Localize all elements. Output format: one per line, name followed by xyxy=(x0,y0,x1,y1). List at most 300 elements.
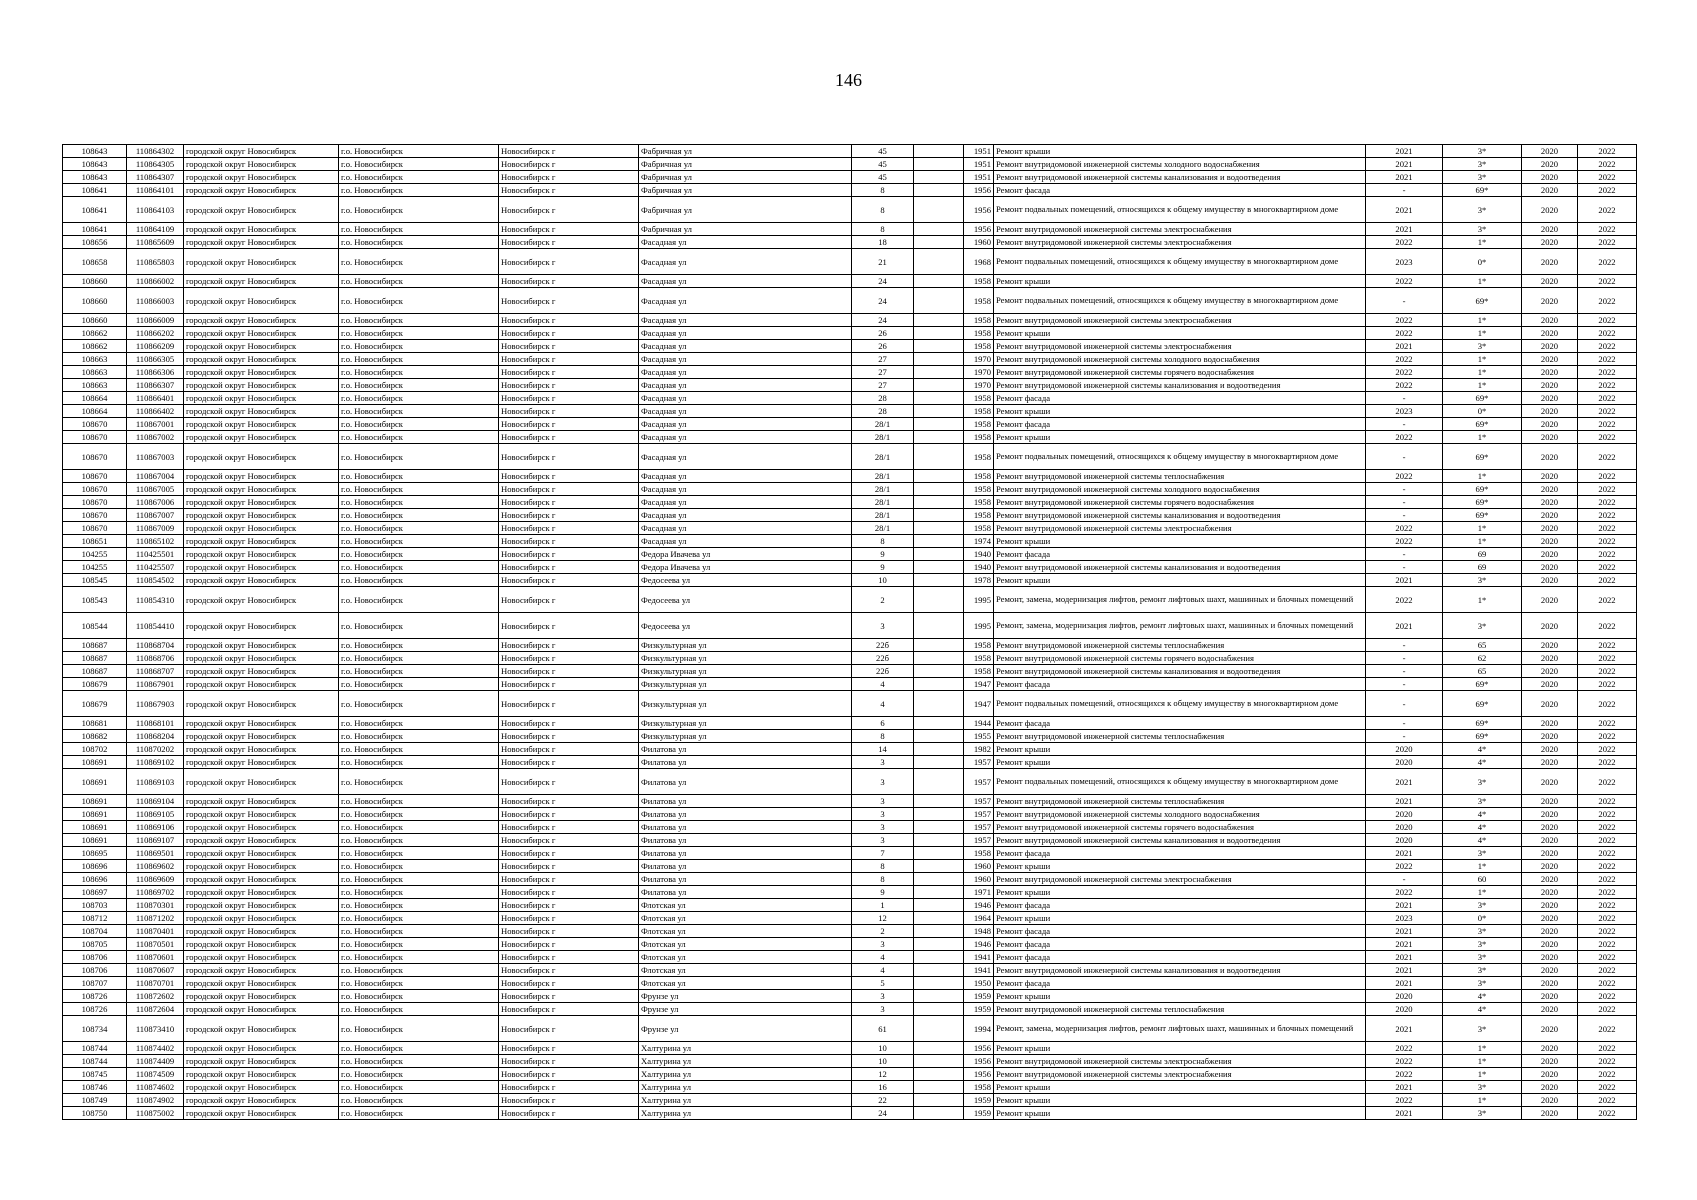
cell-municipality: городской округ Новосибирск xyxy=(184,509,339,522)
cell-building xyxy=(914,964,964,977)
cell-municipality: городской округ Новосибирск xyxy=(184,834,339,847)
cell-done-year: 2022 xyxy=(1366,860,1443,873)
cell-build-year: 1947 xyxy=(964,678,994,691)
cell-done-year: 2021 xyxy=(1366,223,1443,236)
cell-work-code: 110873410 xyxy=(127,1016,184,1042)
cell-house-id: 108670 xyxy=(63,483,127,496)
cell-district: г.о. Новосибирск xyxy=(339,418,499,431)
cell-priority: 69* xyxy=(1443,184,1522,197)
cell-plan-from: 2020 xyxy=(1522,977,1578,990)
cell-priority: 69* xyxy=(1443,288,1522,314)
cell-locality: Новосибирск г xyxy=(499,912,639,925)
cell-build-year: 1995 xyxy=(964,587,994,613)
cell-priority: 3* xyxy=(1443,1016,1522,1042)
cell-municipality: городской округ Новосибирск xyxy=(184,639,339,652)
cell-done-year: - xyxy=(1366,184,1443,197)
cell-work-code: 110867009 xyxy=(127,522,184,535)
registry-table xyxy=(62,144,1637,1120)
cell-build-year: 1946 xyxy=(964,938,994,951)
cell-done-year: 2021 xyxy=(1366,340,1443,353)
cell-plan-from: 2020 xyxy=(1522,483,1578,496)
cell-street: Фасадная ул xyxy=(639,288,852,314)
cell-building xyxy=(914,405,964,418)
cell-build-year: 1958 xyxy=(964,444,994,470)
table-row xyxy=(63,1081,1637,1094)
cell-district: г.о. Новосибирск xyxy=(339,171,499,184)
cell-work-type: Ремонт подвальных помещений, относящихся к общему имуществу в многоквартирном доме xyxy=(994,444,1366,470)
cell-house-id: 108670 xyxy=(63,522,127,535)
cell-work-code: 110867901 xyxy=(127,678,184,691)
cell-locality: Новосибирск г xyxy=(499,1003,639,1016)
cell-street: Флотская ул xyxy=(639,964,852,977)
cell-house-number: 28/1 xyxy=(852,509,914,522)
table-row xyxy=(63,444,1637,470)
cell-house-number: 9 xyxy=(852,548,914,561)
cell-building xyxy=(914,548,964,561)
cell-district: г.о. Новосибирск xyxy=(339,1055,499,1068)
cell-house-id: 108691 xyxy=(63,808,127,821)
cell-priority: 0* xyxy=(1443,249,1522,275)
cell-work-code: 110874602 xyxy=(127,1081,184,1094)
cell-locality: Новосибирск г xyxy=(499,1055,639,1068)
cell-street: Фасадная ул xyxy=(639,353,852,366)
cell-done-year: - xyxy=(1366,678,1443,691)
cell-done-year: 2020 xyxy=(1366,756,1443,769)
cell-work-code: 110870301 xyxy=(127,899,184,912)
cell-plan-to: 2022 xyxy=(1578,1081,1637,1094)
cell-done-year: 2021 xyxy=(1366,613,1443,639)
cell-work-type: Ремонт внутридомовой инженерной системы канализования и водоотведения xyxy=(994,379,1366,392)
cell-build-year: 1955 xyxy=(964,730,994,743)
cell-work-type: Ремонт фасада xyxy=(994,951,1366,964)
cell-plan-from: 2020 xyxy=(1522,730,1578,743)
cell-house-number: 4 xyxy=(852,678,914,691)
cell-municipality: городской округ Новосибирск xyxy=(184,951,339,964)
cell-build-year: 1982 xyxy=(964,743,994,756)
cell-district: г.о. Новосибирск xyxy=(339,275,499,288)
cell-work-code: 110868101 xyxy=(127,717,184,730)
cell-build-year: 1946 xyxy=(964,899,994,912)
cell-house-number: 22б xyxy=(852,652,914,665)
cell-priority: 69* xyxy=(1443,444,1522,470)
table-row xyxy=(63,275,1637,288)
cell-street: Фасадная ул xyxy=(639,405,852,418)
cell-plan-from: 2020 xyxy=(1522,223,1578,236)
cell-priority: 3* xyxy=(1443,795,1522,808)
cell-municipality: городской округ Новосибирск xyxy=(184,886,339,899)
cell-work-type: Ремонт внутридомовой инженерной системы горячего водоснабжения xyxy=(994,366,1366,379)
cell-building xyxy=(914,535,964,548)
cell-municipality: городской округ Новосибирск xyxy=(184,899,339,912)
cell-build-year: 1958 xyxy=(964,847,994,860)
cell-street: Фасадная ул xyxy=(639,249,852,275)
cell-municipality: городской округ Новосибирск xyxy=(184,223,339,236)
cell-building xyxy=(914,860,964,873)
cell-done-year: - xyxy=(1366,483,1443,496)
cell-plan-to: 2022 xyxy=(1578,951,1637,964)
cell-district: г.о. Новосибирск xyxy=(339,366,499,379)
cell-plan-to: 2022 xyxy=(1578,171,1637,184)
cell-municipality: городской округ Новосибирск xyxy=(184,158,339,171)
cell-street: Фабричная ул xyxy=(639,184,852,197)
cell-work-type: Ремонт крыши xyxy=(994,860,1366,873)
cell-plan-to: 2022 xyxy=(1578,353,1637,366)
cell-done-year: 2023 xyxy=(1366,249,1443,275)
cell-street: Фрунзе ул xyxy=(639,990,852,1003)
cell-house-id: 108660 xyxy=(63,314,127,327)
cell-done-year: 2021 xyxy=(1366,1016,1443,1042)
cell-done-year: 2021 xyxy=(1366,171,1443,184)
cell-municipality: городской округ Новосибирск xyxy=(184,821,339,834)
cell-work-code: 110866306 xyxy=(127,366,184,379)
cell-work-code: 110864109 xyxy=(127,223,184,236)
cell-plan-to: 2022 xyxy=(1578,444,1637,470)
cell-street: Федосеева ул xyxy=(639,613,852,639)
cell-locality: Новосибирск г xyxy=(499,444,639,470)
cell-work-type: Ремонт внутридомовой инженерной системы канализования и водоотведения xyxy=(994,561,1366,574)
cell-work-code: 110868707 xyxy=(127,665,184,678)
cell-house-number: 9 xyxy=(852,561,914,574)
cell-plan-to: 2022 xyxy=(1578,860,1637,873)
cell-priority: 1* xyxy=(1443,379,1522,392)
cell-work-type: Ремонт крыши xyxy=(994,1042,1366,1055)
table-row xyxy=(63,1107,1637,1120)
cell-house-number: 7 xyxy=(852,847,914,860)
cell-building xyxy=(914,587,964,613)
cell-building xyxy=(914,483,964,496)
cell-district: г.о. Новосибирск xyxy=(339,886,499,899)
cell-street: Фасадная ул xyxy=(639,366,852,379)
cell-work-code: 110864307 xyxy=(127,171,184,184)
cell-street: Физкультурная ул xyxy=(639,730,852,743)
cell-work-type: Ремонт внутридомовой инженерной системы электроснабжения xyxy=(994,340,1366,353)
cell-building xyxy=(914,678,964,691)
cell-locality: Новосибирск г xyxy=(499,808,639,821)
cell-house-number: 6 xyxy=(852,717,914,730)
cell-locality: Новосибирск г xyxy=(499,873,639,886)
cell-work-type: Ремонт внутридомовой инженерной системы теплоснабжения xyxy=(994,639,1366,652)
cell-district: г.о. Новосибирск xyxy=(339,769,499,795)
cell-building xyxy=(914,340,964,353)
cell-done-year: 2021 xyxy=(1366,158,1443,171)
cell-house-id: 108670 xyxy=(63,496,127,509)
cell-priority: 3* xyxy=(1443,197,1522,223)
cell-district: г.о. Новосибирск xyxy=(339,743,499,756)
cell-municipality: городской округ Новосибирск xyxy=(184,379,339,392)
cell-house-number: 1 xyxy=(852,899,914,912)
cell-plan-from: 2020 xyxy=(1522,1068,1578,1081)
cell-done-year: 2020 xyxy=(1366,990,1443,1003)
cell-work-type: Ремонт, замена, модернизация лифтов, ремонт лифтовых шахт, машинных и блочных помещений xyxy=(994,613,1366,639)
cell-municipality: городской округ Новосибирск xyxy=(184,795,339,808)
cell-house-number: 10 xyxy=(852,574,914,587)
cell-house-id: 108664 xyxy=(63,405,127,418)
cell-locality: Новосибирск г xyxy=(499,717,639,730)
cell-street: Фрунзе ул xyxy=(639,1003,852,1016)
cell-street: Флотская ул xyxy=(639,977,852,990)
cell-plan-to: 2022 xyxy=(1578,730,1637,743)
cell-work-code: 110866305 xyxy=(127,353,184,366)
cell-district: г.о. Новосибирск xyxy=(339,665,499,678)
cell-street: Халтурина ул xyxy=(639,1081,852,1094)
cell-locality: Новосибирск г xyxy=(499,574,639,587)
table-row xyxy=(63,509,1637,522)
cell-priority: 1* xyxy=(1443,1055,1522,1068)
cell-priority: 1* xyxy=(1443,470,1522,483)
cell-priority: 1* xyxy=(1443,275,1522,288)
cell-house-number: 28/1 xyxy=(852,470,914,483)
cell-municipality: городской округ Новосибирск xyxy=(184,873,339,886)
cell-done-year: - xyxy=(1366,652,1443,665)
cell-plan-from: 2020 xyxy=(1522,327,1578,340)
cell-work-type: Ремонт внутридомовой инженерной системы теплоснабжения xyxy=(994,1003,1366,1016)
cell-municipality: городской округ Новосибирск xyxy=(184,1016,339,1042)
cell-plan-from: 2020 xyxy=(1522,717,1578,730)
cell-priority: 1* xyxy=(1443,431,1522,444)
cell-work-code: 110866002 xyxy=(127,275,184,288)
cell-building xyxy=(914,795,964,808)
cell-work-type: Ремонт внутридомовой инженерной системы теплоснабжения xyxy=(994,470,1366,483)
cell-work-code: 110866202 xyxy=(127,327,184,340)
cell-build-year: 1947 xyxy=(964,691,994,717)
cell-district: г.о. Новосибирск xyxy=(339,951,499,964)
cell-plan-to: 2022 xyxy=(1578,756,1637,769)
cell-house-id: 104255 xyxy=(63,561,127,574)
cell-done-year: 2022 xyxy=(1366,236,1443,249)
cell-house-id: 108703 xyxy=(63,899,127,912)
cell-house-id: 108746 xyxy=(63,1081,127,1094)
table-row xyxy=(63,938,1637,951)
cell-district: г.о. Новосибирск xyxy=(339,964,499,977)
cell-done-year: 2021 xyxy=(1366,197,1443,223)
cell-work-type: Ремонт подвальных помещений, относящихся к общему имуществу в многоквартирном доме xyxy=(994,691,1366,717)
cell-building xyxy=(914,509,964,522)
cell-plan-to: 2022 xyxy=(1578,912,1637,925)
cell-work-code: 110867005 xyxy=(127,483,184,496)
cell-house-number: 10 xyxy=(852,1055,914,1068)
cell-work-type: Ремонт крыши xyxy=(994,756,1366,769)
cell-work-code: 110866003 xyxy=(127,288,184,314)
cell-build-year: 1957 xyxy=(964,821,994,834)
cell-plan-to: 2022 xyxy=(1578,1094,1637,1107)
cell-build-year: 1957 xyxy=(964,756,994,769)
cell-plan-to: 2022 xyxy=(1578,665,1637,678)
cell-work-type: Ремонт внутридомовой инженерной системы холодного водоснабжения xyxy=(994,483,1366,496)
cell-house-id: 108641 xyxy=(63,197,127,223)
cell-build-year: 1960 xyxy=(964,873,994,886)
cell-build-year: 1958 xyxy=(964,470,994,483)
cell-work-code: 110874902 xyxy=(127,1094,184,1107)
cell-street: Флотская ул xyxy=(639,912,852,925)
cell-district: г.о. Новосибирск xyxy=(339,652,499,665)
cell-municipality: городской округ Новосибирск xyxy=(184,1081,339,1094)
cell-plan-to: 2022 xyxy=(1578,964,1637,977)
cell-district: г.о. Новосибирск xyxy=(339,236,499,249)
cell-done-year: 2021 xyxy=(1366,899,1443,912)
cell-build-year: 1940 xyxy=(964,548,994,561)
cell-municipality: городской округ Новосибирск xyxy=(184,964,339,977)
cell-priority: 69* xyxy=(1443,691,1522,717)
cell-work-type: Ремонт крыши xyxy=(994,431,1366,444)
cell-plan-from: 2020 xyxy=(1522,964,1578,977)
table-row xyxy=(63,197,1637,223)
cell-building xyxy=(914,444,964,470)
cell-plan-from: 2020 xyxy=(1522,470,1578,483)
cell-locality: Новосибирск г xyxy=(499,678,639,691)
cell-work-code: 110864302 xyxy=(127,145,184,158)
cell-house-id: 108681 xyxy=(63,717,127,730)
cell-district: г.о. Новосибирск xyxy=(339,873,499,886)
cell-locality: Новосибирск г xyxy=(499,730,639,743)
cell-done-year: - xyxy=(1366,496,1443,509)
cell-street: Физкультурная ул xyxy=(639,652,852,665)
cell-district: г.о. Новосибирск xyxy=(339,314,499,327)
cell-work-type: Ремонт фасада xyxy=(994,548,1366,561)
cell-municipality: городской округ Новосибирск xyxy=(184,665,339,678)
cell-house-number: 8 xyxy=(852,197,914,223)
table-row xyxy=(63,964,1637,977)
cell-building xyxy=(914,665,964,678)
table-row xyxy=(63,418,1637,431)
cell-house-number: 45 xyxy=(852,171,914,184)
cell-plan-from: 2020 xyxy=(1522,665,1578,678)
cell-locality: Новосибирск г xyxy=(499,392,639,405)
cell-priority: 1* xyxy=(1443,860,1522,873)
table-row xyxy=(63,327,1637,340)
table-row xyxy=(63,236,1637,249)
cell-building xyxy=(914,418,964,431)
cell-done-year: - xyxy=(1366,639,1443,652)
cell-street: Фабричная ул xyxy=(639,158,852,171)
cell-plan-from: 2020 xyxy=(1522,275,1578,288)
cell-priority: 69 xyxy=(1443,561,1522,574)
cell-building xyxy=(914,574,964,587)
cell-building xyxy=(914,249,964,275)
cell-street: Филатова ул xyxy=(639,886,852,899)
cell-street: Филатова ул xyxy=(639,873,852,886)
cell-build-year: 1994 xyxy=(964,1016,994,1042)
cell-plan-to: 2022 xyxy=(1578,145,1637,158)
table-row xyxy=(63,379,1637,392)
cell-locality: Новосибирск г xyxy=(499,145,639,158)
table-row xyxy=(63,522,1637,535)
cell-house-number: 22 xyxy=(852,1094,914,1107)
cell-build-year: 1958 xyxy=(964,1081,994,1094)
cell-house-id: 108643 xyxy=(63,158,127,171)
cell-build-year: 1956 xyxy=(964,1055,994,1068)
cell-house-number: 3 xyxy=(852,613,914,639)
cell-work-type: Ремонт подвальных помещений, относящихся к общему имуществу в многоквартирном доме xyxy=(994,769,1366,795)
cell-street: Фабричная ул xyxy=(639,197,852,223)
table-row xyxy=(63,756,1637,769)
cell-building xyxy=(914,145,964,158)
cell-municipality: городской округ Новосибирск xyxy=(184,990,339,1003)
cell-street: Филатова ул xyxy=(639,808,852,821)
cell-house-number: 8 xyxy=(852,873,914,886)
cell-locality: Новосибирск г xyxy=(499,1016,639,1042)
cell-work-type: Ремонт фасада xyxy=(994,717,1366,730)
cell-building xyxy=(914,899,964,912)
cell-build-year: 1951 xyxy=(964,158,994,171)
cell-municipality: городской округ Новосибирск xyxy=(184,522,339,535)
cell-work-code: 110870701 xyxy=(127,977,184,990)
cell-done-year: - xyxy=(1366,691,1443,717)
cell-plan-from: 2020 xyxy=(1522,678,1578,691)
cell-district: г.о. Новосибирск xyxy=(339,379,499,392)
cell-done-year: 2022 xyxy=(1366,522,1443,535)
cell-priority: 69* xyxy=(1443,509,1522,522)
cell-work-type: Ремонт фасада xyxy=(994,184,1366,197)
cell-plan-to: 2022 xyxy=(1578,561,1637,574)
cell-plan-from: 2020 xyxy=(1522,535,1578,548)
cell-work-type: Ремонт фасада xyxy=(994,678,1366,691)
cell-priority: 65 xyxy=(1443,665,1522,678)
cell-work-code: 110871202 xyxy=(127,912,184,925)
cell-street: Фасадная ул xyxy=(639,509,852,522)
cell-done-year: 2021 xyxy=(1366,769,1443,795)
cell-locality: Новосибирск г xyxy=(499,366,639,379)
cell-work-type: Ремонт крыши xyxy=(994,1107,1366,1120)
cell-district: г.о. Новосибирск xyxy=(339,197,499,223)
cell-work-code: 110867007 xyxy=(127,509,184,522)
cell-build-year: 1957 xyxy=(964,795,994,808)
cell-house-id: 108643 xyxy=(63,145,127,158)
cell-house-number: 27 xyxy=(852,379,914,392)
cell-house-number: 3 xyxy=(852,990,914,1003)
table-row xyxy=(63,808,1637,821)
cell-house-number: 8 xyxy=(852,730,914,743)
cell-municipality: городской округ Новосибирск xyxy=(184,652,339,665)
cell-street: Филатова ул xyxy=(639,743,852,756)
cell-plan-to: 2022 xyxy=(1578,470,1637,483)
cell-plan-from: 2020 xyxy=(1522,509,1578,522)
cell-build-year: 1956 xyxy=(964,197,994,223)
cell-street: Фасадная ул xyxy=(639,444,852,470)
cell-build-year: 1959 xyxy=(964,1107,994,1120)
cell-done-year: 2021 xyxy=(1366,795,1443,808)
cell-building xyxy=(914,756,964,769)
cell-work-code: 110867003 xyxy=(127,444,184,470)
cell-build-year: 1978 xyxy=(964,574,994,587)
cell-plan-to: 2022 xyxy=(1578,184,1637,197)
cell-priority: 3* xyxy=(1443,158,1522,171)
cell-district: г.о. Новосибирск xyxy=(339,483,499,496)
cell-house-number: 2 xyxy=(852,587,914,613)
cell-district: г.о. Новосибирск xyxy=(339,158,499,171)
cell-building xyxy=(914,951,964,964)
cell-plan-from: 2020 xyxy=(1522,249,1578,275)
cell-work-type: Ремонт внутридомовой инженерной системы канализования и водоотведения xyxy=(994,834,1366,847)
cell-plan-from: 2020 xyxy=(1522,587,1578,613)
cell-house-id: 108662 xyxy=(63,340,127,353)
cell-plan-to: 2022 xyxy=(1578,405,1637,418)
cell-work-type: Ремонт крыши xyxy=(994,145,1366,158)
cell-street: Фасадная ул xyxy=(639,340,852,353)
cell-district: г.о. Новосибирск xyxy=(339,574,499,587)
cell-street: Халтурина ул xyxy=(639,1042,852,1055)
cell-plan-to: 2022 xyxy=(1578,613,1637,639)
cell-building xyxy=(914,886,964,899)
cell-district: г.о. Новосибирск xyxy=(339,639,499,652)
cell-house-number: 21 xyxy=(852,249,914,275)
cell-house-id: 108706 xyxy=(63,964,127,977)
cell-plan-from: 2020 xyxy=(1522,522,1578,535)
cell-house-number: 3 xyxy=(852,808,914,821)
cell-plan-from: 2020 xyxy=(1522,1003,1578,1016)
cell-locality: Новосибирск г xyxy=(499,353,639,366)
cell-street: Фабричная ул xyxy=(639,223,852,236)
cell-work-code: 110865803 xyxy=(127,249,184,275)
